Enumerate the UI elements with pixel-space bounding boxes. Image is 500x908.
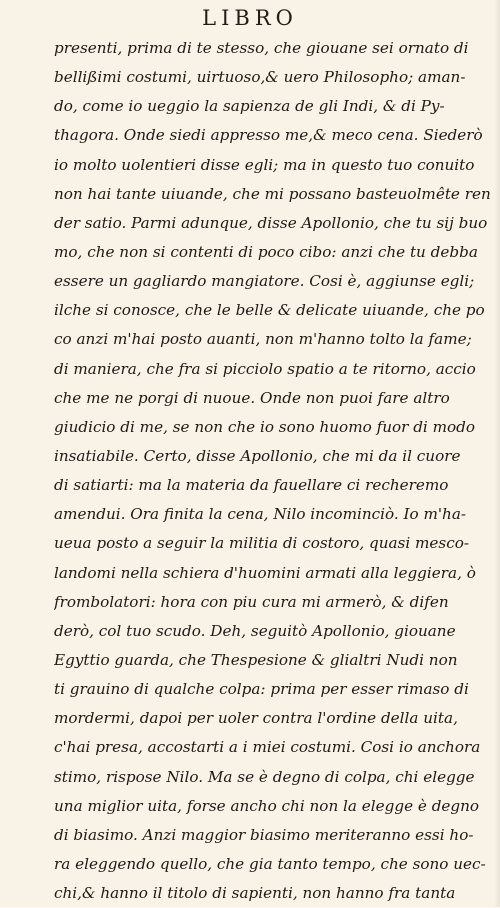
body-text	[54, 34, 492, 908]
text-line: di maniera, che fra si picciolo spatio a te ritorno, accio	[54, 359, 476, 378]
text-line: ilche si conosce, che le belle & delicate uiuande, che po	[54, 301, 485, 320]
text-line: di satiarti: ma la materia da fauellare ci recheremo	[54, 476, 449, 495]
text-line: ra eleggendo quello, che gia tanto tempo, che sono uec-	[54, 854, 486, 873]
text-line: una miglior uita, forse ancho chi non la elegge è degno	[54, 796, 480, 815]
text-line: mo, che non si contenti di poco cibo: anzi che tu debba	[54, 242, 478, 261]
text-line: amendui. Ora finita la cena, Nilo incominciò. Io m'ha-	[54, 505, 467, 524]
text-line: non hai tante uiuande, che mi possano basteuolmête ren	[54, 184, 491, 203]
text-line: di biasimo. Anzi maggior biasimo meriteranno essi ho-	[54, 825, 474, 844]
text-line: bellißimi costumi, uirtuoso,& uero Philosopho; aman-	[54, 68, 466, 87]
text-line: insatiabile. Certo, disse Apollonio, che mi da il cuore	[54, 446, 461, 465]
running-head: LIBRO	[202, 6, 298, 30]
text-line: do, come io ueggio la sapienza de gli Indi, & di Py-	[54, 97, 445, 116]
text-line: thagora. Onde siedi appresso me,& meco cena. Siederò	[54, 126, 483, 145]
text-line: mordermi, dapoi per uoler contra l'ordine della uita,	[54, 709, 458, 728]
text-line: der satio. Parmi adunque, disse Apollonio, che tu sij buo	[54, 213, 488, 232]
text-line: frombolatori: hora con piu cura mi armerò, & difen	[54, 592, 449, 611]
text-line: giudicio di me, se non che io sono huomo fuor di modo	[54, 417, 476, 436]
text-line: Egyttio guarda, che Thespesione & glialtri Nudi non	[54, 650, 458, 669]
text-line: ti grauino di qualche colpa: prima per esser rimaso di	[54, 680, 469, 699]
page-edge-shadow	[494, 0, 500, 907]
text-line: ueua posto a seguir la militia di costoro, quasi mesco-	[54, 534, 469, 553]
text-line: landomi nella schiera d'huomini armati alla leggiera, ò	[54, 563, 476, 582]
text-line: essere un gagliardo mangiatore. Cosi è, aggiunse egli;	[54, 272, 475, 291]
text-line: chi,& hanno il titolo di sapienti, non hanno fra tanta	[54, 884, 456, 903]
text-line: presenti, prima di te stesso, che giouane sei ornato di	[54, 39, 469, 57]
text-line: co anzi m'hai posto auanti, non m'hanno tolto la fame;	[54, 330, 472, 349]
text-line: c'hai presa, accostarti a i miei costumi. Cosi io anchora	[54, 738, 481, 757]
text-line: derò, col tuo scudo. Deh, seguitò Apollonio, giouane	[54, 621, 456, 640]
text-line: stimo, rispose Nilo. Ma se è degno di colpa, chi elegge	[54, 767, 475, 786]
text-line: io molto uolentieri disse egli; ma in questo tuo conuito	[54, 155, 475, 174]
text-line: che me ne porgi di nuoue. Onde non puoi fare altro	[54, 388, 450, 407]
